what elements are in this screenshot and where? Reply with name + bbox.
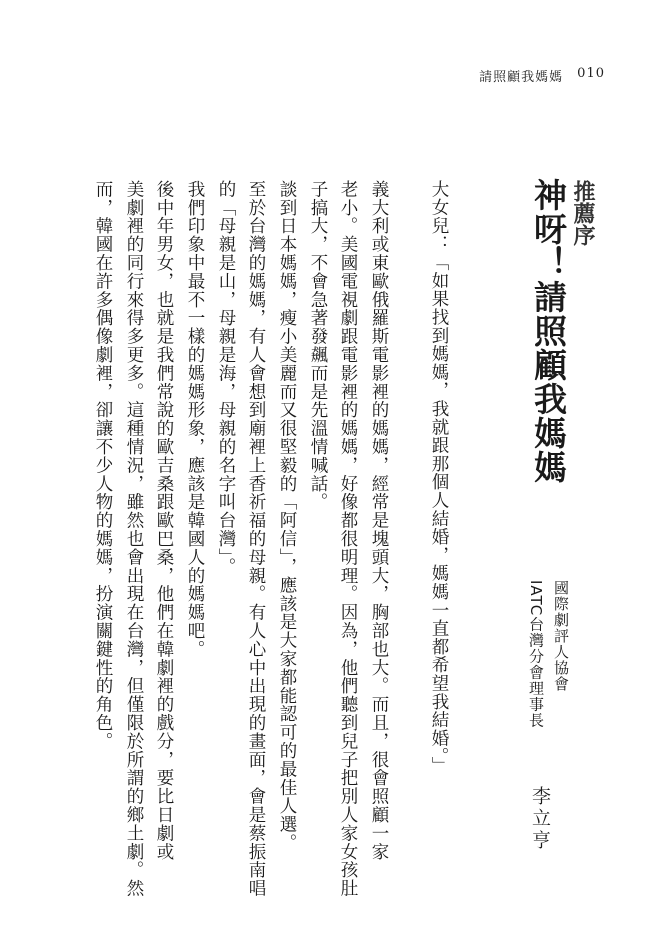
body-column: 談到日本媽媽，瘦小美麗而又很堅毅的「阿信」，應該是大家都能認可的最佳人選。: [277, 180, 297, 853]
author-name: 李立亨: [529, 786, 551, 852]
body-column: 美劇裡的同行來得多更多。這種情況，雖然也會出現在台灣，但僅限於所謂的鄉土劇。然: [124, 180, 144, 898]
author-affiliation-line1: 國際劇評人協會: [552, 580, 570, 692]
author-affiliation-line2: IATC台灣分會理事長: [527, 580, 545, 729]
body-column: 而，韓國在許多偶像劇裡，卻讓不少人物的媽媽，扮演關鍵性的角色。: [93, 180, 113, 751]
body-column: 老小。美國電視劇跟電影裡的媽媽，好像都很明理。因為，他們聽到兒子把別人家女孩肚: [338, 180, 358, 898]
section-label: 推薦序: [570, 180, 595, 246]
body-column: 子搞大，不會急著發飆而是先溫情喊話。: [308, 180, 328, 512]
article-title: 神呀！請照顧我媽媽: [529, 178, 568, 484]
body-column: 我們印象中最不一樣的媽媽形象，應該是韓國人的媽媽吧。: [185, 180, 205, 659]
body-column: 的「母親是山，母親是海，母親的名字叫台灣」。: [216, 180, 236, 577]
body-column: 義大利或東歐俄羅斯電影裡的媽媽，經常是塊頭大，胸部也大。而且，很會照顧一家: [369, 180, 389, 861]
body-column: 後中年男女，也就是我們常說的歐吉桑跟歐巴桑，他們在韓劇裡的戲分，要比日劇或: [154, 180, 174, 861]
epigraph-quote: 大女兒：「如果找到媽媽，我就跟那個人結婚，媽媽一直都希望我結婚。」: [429, 180, 449, 776]
running-title: 請照顧我媽媽: [479, 70, 564, 85]
body-column: 至於台灣的媽媽，有人會想到廟裡上香祈福的母親。有人心中出現的畫面，會是蔡振南唱: [246, 180, 266, 898]
running-header: [479, 66, 605, 85]
page-number: 010: [577, 66, 605, 81]
